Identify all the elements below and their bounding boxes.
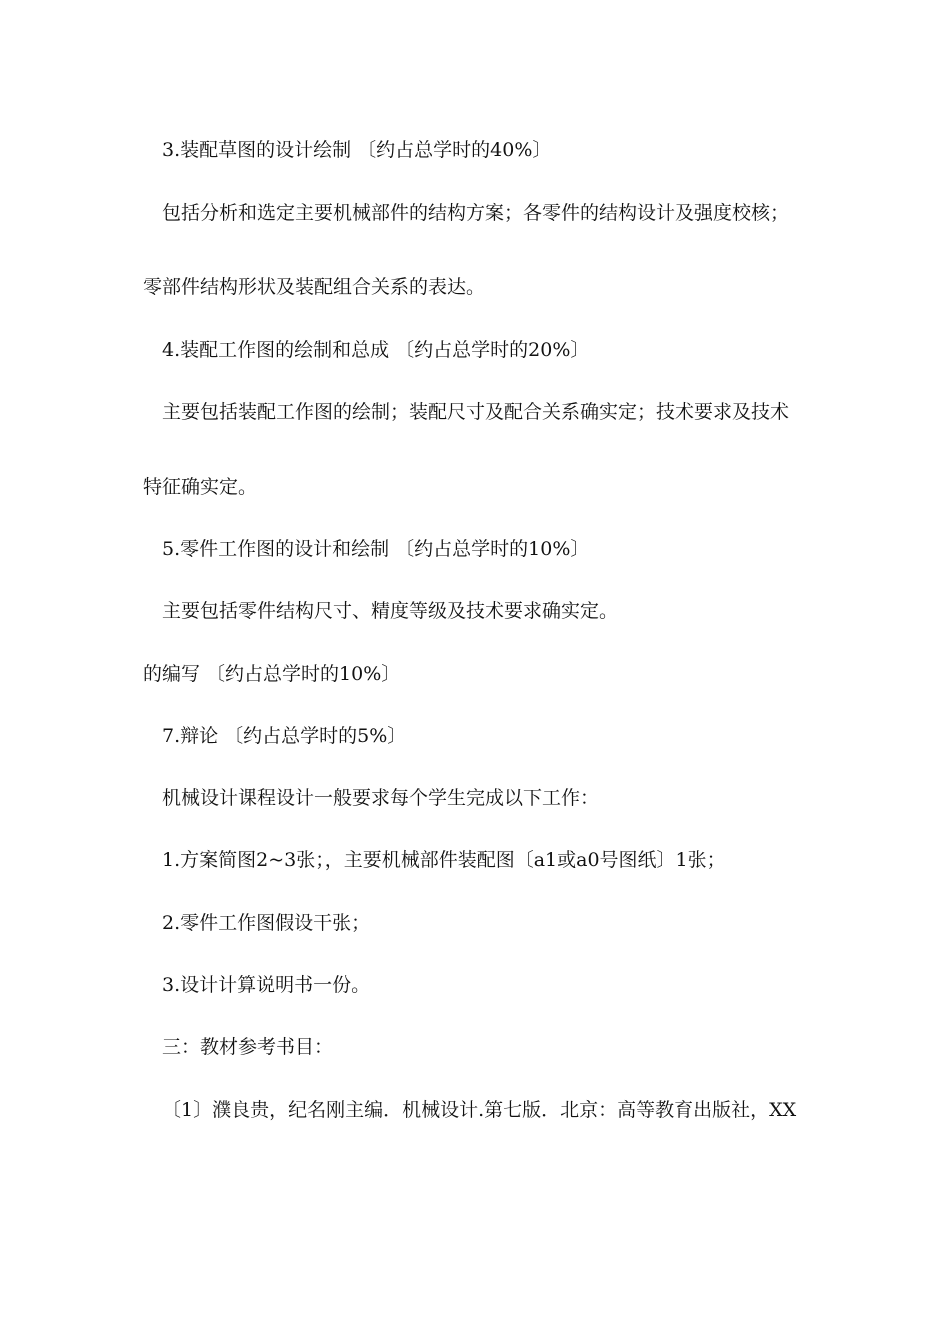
requirement-item-1: 1.方案简图2~3张；，主要机械部件装配图〔a1或a0号图纸〕1张； [162, 849, 726, 871]
section-3-body-line-1: 包括分析和选定主要机械部件的结构方案；各零件的结构设计及强度校核； [162, 202, 790, 224]
section-5-heading: 5.零件工作图的设计和绘制 〔约占总学时的10%〕 [162, 538, 590, 560]
section-3-body-line-2: 零部件结构形状及装配组合关系的表达。 [143, 276, 486, 298]
section-7-heading: 7.辩论 〔约占总学时的5%〕 [162, 725, 407, 747]
section-5-body: 主要包括零件结构尺寸、精度等级及技术要求确实定。 [162, 600, 619, 622]
references-heading: 三：教材参考书目： [162, 1036, 334, 1058]
section-6-heading: 的编写 〔约占总学时的10%〕 [143, 663, 401, 685]
requirement-item-3: 3.设计计算说明书一份。 [162, 974, 371, 996]
reference-item-1: 〔1〕濮良贵，纪名刚主编．机械设计.第七版．北京：高等教育出版社，XX [162, 1099, 797, 1121]
requirements-intro: 机械设计课程设计一般要求每个学生完成以下工作： [162, 787, 600, 809]
section-4-heading: 4.装配工作图的绘制和总成 〔约占总学时的20%〕 [162, 339, 590, 361]
section-4-body-line-1: 主要包括装配工作图的绘制；装配尺寸及配合关系确实定；技术要求及技术 [162, 401, 790, 423]
section-4-body-line-2: 特征确实定。 [143, 476, 258, 498]
section-3-heading: 3.装配草图的设计绘制 〔约占总学时的40%〕 [162, 139, 552, 161]
requirement-item-2: 2.零件工作图假设干张； [162, 912, 371, 934]
